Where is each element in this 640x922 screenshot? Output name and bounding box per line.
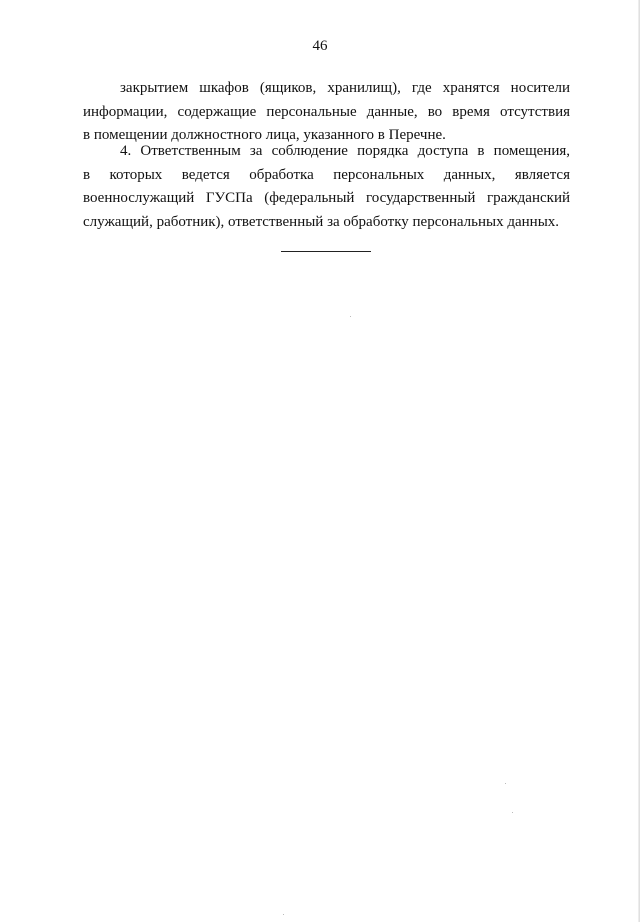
scan-speck bbox=[505, 783, 506, 784]
text-line: 4. Ответственным за соблюдение порядка доступа в помещения, bbox=[120, 143, 570, 159]
paragraph-continuation bbox=[83, 77, 570, 148]
text-line: закрытием шкафов (ящиков, хранилищ), где хранятся носители bbox=[120, 80, 570, 96]
text-line: служащий, работник), ответственный за обработку персональных данных. bbox=[83, 213, 560, 230]
end-separator-line bbox=[281, 251, 371, 252]
scan-speck bbox=[512, 812, 513, 813]
text-line: в помещении должностного лица, указанного в Перечне. bbox=[83, 127, 446, 143]
page-number: 46 bbox=[312, 38, 328, 54]
scan-speck bbox=[350, 316, 351, 317]
paragraph-item-4 bbox=[83, 140, 570, 234]
text-line: информации, содержащие персональные данные, во время отсутствия bbox=[83, 103, 570, 120]
scan-speck bbox=[283, 914, 284, 915]
text-line: военнослужащий ГУСПа (федеральный государственный гражданский bbox=[83, 190, 570, 206]
text-line: в которых ведется обработка персональных данных, является bbox=[83, 166, 570, 183]
